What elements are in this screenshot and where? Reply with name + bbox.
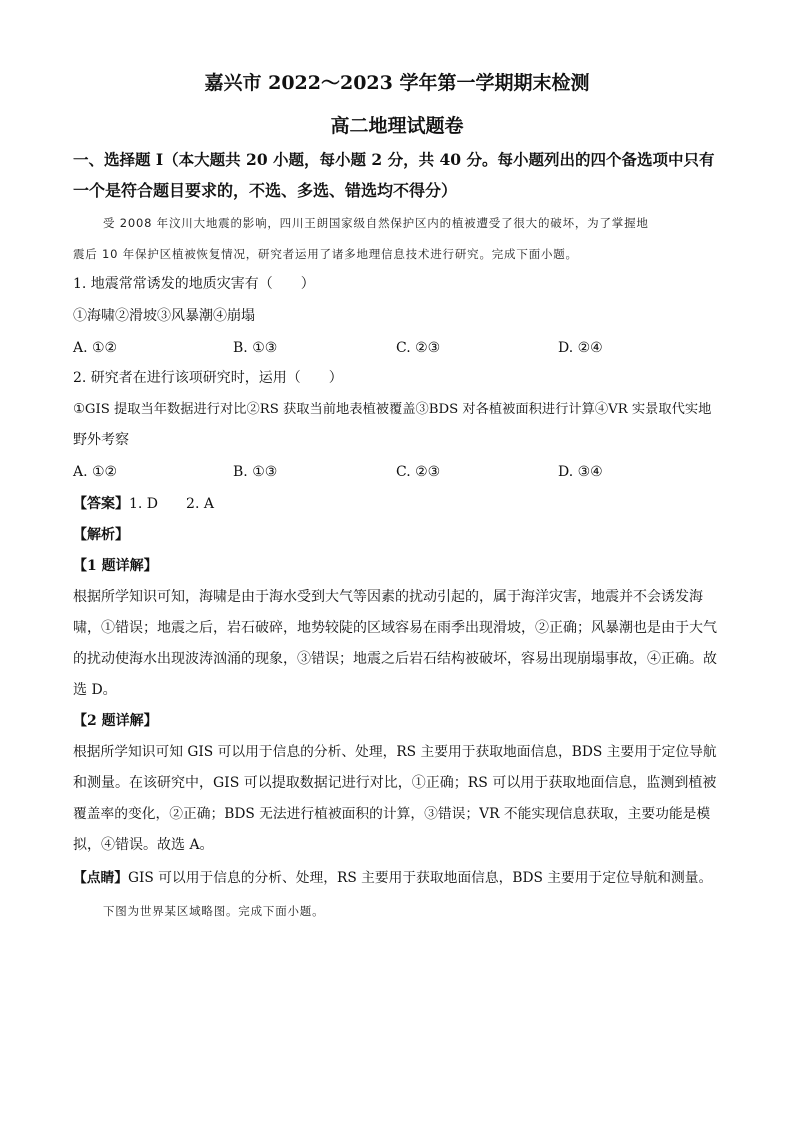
question-2-stem: 2. 研究者在进行该项研究时，运用（ ） — [73, 370, 343, 386]
answer-line — [73, 494, 214, 514]
detail-2-line-3: 覆盖率的变化，②正确；BDS 无法进行植被面积的计算，③错误；VR 不能实现信息获取，主要功能是模 — [73, 806, 711, 822]
question-1-option-c: C. ②③ — [396, 340, 441, 356]
detail-1-line-4: 选 D。 — [73, 682, 117, 698]
question-1-items: ①海啸②滑坡③风暴潮④崩塌 — [73, 308, 255, 324]
question-1-option-d: D. ②④ — [558, 340, 603, 356]
question-2-option-b: B. ①③ — [233, 464, 278, 480]
detail-1-label: 【1 题详解】 — [73, 558, 158, 574]
tip-line — [73, 868, 712, 888]
detail-1-line-1: 根据所学知识可知，海啸是由于海水受到大气等因素的扰动引起的，属于海洋灾害，地震并不会诱发海 — [73, 589, 703, 605]
section-heading-line-2: 一个是符合题目要求的，不选、多选、错选均不得分） — [73, 181, 458, 200]
question-1-stem: 1. 地震常常诱发的地质灾害有（ ） — [73, 276, 315, 292]
intro-paragraph-line-2: 震后 10 年保护区植被恢复情况，研究者运用了诸多地理信息技术进行研究。完成下面小题。 — [73, 247, 578, 261]
tip-label: 【点睛】 — [73, 870, 129, 886]
detail-2-line-2: 和测量。在该研究中，GIS 可以提取数据记进行对比，①正确；RS 可以用于获取地面信息，监测到植被 — [73, 775, 717, 791]
tip-text: GIS 可以用于信息的分析、处理，RS 主要用于获取地面信息，BDS 主要用于定位导航和测量。 — [128, 870, 713, 886]
question-2-items-line-2: 野外考察 — [73, 432, 129, 448]
question-2-option-c: C. ②③ — [396, 464, 441, 480]
question-1-option-b: B. ①③ — [233, 340, 278, 356]
answer-label: 【答案】 — [73, 496, 129, 512]
intro-2-paragraph: 下图为世界某区域略图。完成下面小题。 — [103, 904, 325, 918]
detail-2-line-4: 拟，④错误。故选 A。 — [73, 837, 214, 853]
detail-2-label: 【2 题详解】 — [73, 713, 158, 729]
answer-text: 1. D 2. A — [129, 496, 214, 512]
section-heading-line-1: 一、选择题 I（本大题共 20 小题，每小题 2 分，共 40 分。每小题列出的四个备选项中只有 — [73, 150, 715, 169]
question-2-option-a: A. ①② — [73, 464, 118, 480]
intro-paragraph-line-1: 受 2008 年汶川大地震的影响，四川王朗国家级自然保护区内的植被遭受了很大的破坏，为了掌握地 — [103, 216, 649, 230]
detail-1-line-3: 的扰动使海水出现波涛汹涌的现象，③错误；地震之后岩石结构被破坏，容易出现崩塌事故，④正确。故 — [73, 651, 717, 667]
detail-1-line-2: 啸，①错误；地震之后，岩石破碎，地势较陡的区域容易在雨季出现滑坡，②正确；风暴潮也是由于大气 — [73, 620, 717, 636]
question-1-option-a: A. ①② — [73, 340, 118, 356]
question-2-option-d: D. ③④ — [558, 464, 603, 480]
question-2-items-line-1: ①GIS 提取当年数据进行对比②RS 获取当前地表植被覆盖③BDS 对各植被面积进行计算④VR 实景取代实地 — [73, 402, 712, 417]
analysis-label: 【解析】 — [73, 527, 129, 543]
exam-title: 嘉兴市 2022～2023 学年第一学期期末检测 — [204, 72, 590, 94]
exam-subtitle: 高二地理试题卷 — [330, 115, 464, 137]
detail-2-line-1: 根据所学知识可知 GIS 可以用于信息的分析、处理，RS 主要用于获取地面信息，BDS 主要用于定位导航 — [73, 744, 717, 760]
